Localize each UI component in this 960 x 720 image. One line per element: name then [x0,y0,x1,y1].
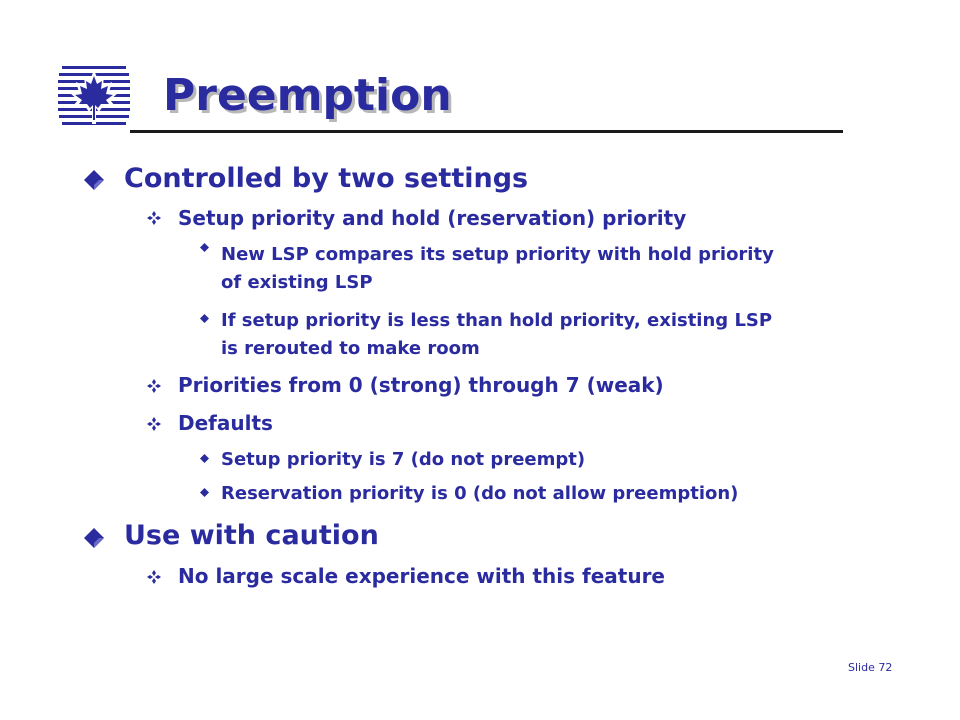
list-item: Setup priority and hold (reservation) priority [178,206,687,230]
four-diamond-bullet-icon [147,570,161,584]
slide-number: Slide 72 [848,661,893,674]
list-item: Reservation priority is 0 (do not allow preemption) [221,483,739,504]
list-item: is rerouted to make room [221,338,480,359]
list-item: If setup priority is less than hold priority, existing LSP [221,310,773,331]
small-diamond-bullet-icon [200,314,209,323]
list-item: Setup priority is 7 (do not preempt) [221,449,586,470]
diamond-bullet-icon [84,528,104,548]
list-item: New LSP compares its setup priority with hold priority [221,244,774,265]
four-diamond-bullet-icon [147,379,161,393]
small-diamond-bullet-icon [200,454,209,463]
four-diamond-bullet-icon [147,417,161,431]
small-diamond-bullet-icon [200,488,209,497]
list-item: Controlled by two settings [124,163,529,194]
list-item: Defaults [178,411,273,435]
small-diamond-bullet-icon [200,243,209,252]
list-item: of existing LSP [221,272,373,293]
list-item: No large scale experience with this feature [178,564,665,588]
four-diamond-bullet-icon [147,211,161,225]
list-item: Use with caution [124,520,379,551]
diamond-bullet-icon [84,170,104,190]
maple-leaf-logo-icon [58,64,130,130]
title-underline [130,130,843,133]
list-item: Priorities from 0 (strong) through 7 (weak) [178,373,664,397]
slide-title: Preemption [163,70,452,121]
